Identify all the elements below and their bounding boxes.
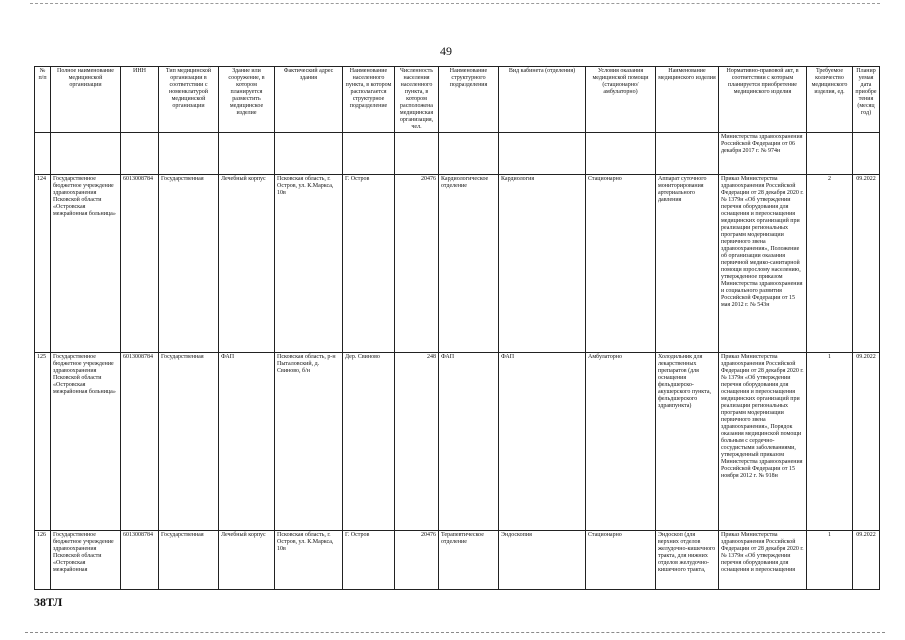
cabinet: Эндоскопия	[499, 531, 586, 590]
org-name: Государственное бюджетное учреждение здравоохранения Псковской области «Островская межрайонная больница»	[51, 353, 121, 531]
page-number: 49	[440, 44, 452, 58]
header-cell: Тип медицинской организации в соответствии с номенклатурой медицинской организации	[159, 67, 219, 133]
subdivision: ФАП	[439, 353, 499, 531]
header-cell: Нормативно-правовой акт, в соответствии с которым планируется приобретение медицинского изделия	[719, 67, 807, 133]
scan-edge-bottom	[25, 632, 885, 633]
table-header-row	[35, 67, 880, 133]
population: 248	[395, 353, 439, 531]
table-row	[35, 175, 880, 353]
subdivision: Терапевтическое отделение	[439, 531, 499, 590]
inn: 6013008784	[121, 531, 159, 590]
cabinet: ФАП	[499, 353, 586, 531]
header-cell: № п/п	[35, 67, 51, 133]
address: Псковская область, г. Остров, ул. К.Маркса, 10в	[275, 175, 343, 353]
header-cell: Фактический адрес здания	[275, 67, 343, 133]
locality: Г. Остров	[343, 531, 395, 590]
org-type: Государственная	[159, 353, 219, 531]
row-number: 126	[35, 531, 51, 590]
org-name: Государственное бюджетное учреждение здравоохранения Псковской области «Островская межрайонная	[51, 531, 121, 590]
header-cell: Полное наименование медицинской организации	[51, 67, 121, 133]
footer-code: 38ТЛ	[34, 595, 63, 609]
inn: 6013008784	[121, 175, 159, 353]
table-row-continuation	[35, 133, 880, 175]
header-cell: Здание или сооружение, в котором планируется разместить медицинское изделие	[219, 67, 275, 133]
locality: Г. Остров	[343, 175, 395, 353]
population: 20476	[395, 531, 439, 590]
device: Эндоскоп (для верхних отделов желудочно-кишечного тракта, для нижних отделов желудочно-кишечного тракта,	[656, 531, 719, 590]
header-cell: Наименование медицинского изделия	[656, 67, 719, 133]
header-cell: Условия оказания медицинской помощи (стационарно/ амбулаторно)	[586, 67, 656, 133]
device: Аппарат суточного мониторирования артериального давления	[656, 175, 719, 353]
quantity: 1	[807, 531, 853, 590]
header-cell: Наименование населенного пункта, в котором располагается структурное подразделение	[343, 67, 395, 133]
conditions: Амбулаторно	[586, 353, 656, 531]
table-row	[35, 531, 880, 590]
building: Лечебный корпус	[219, 175, 275, 353]
conditions: Стационарно	[586, 531, 656, 590]
inn: 6013008784	[121, 353, 159, 531]
locality: Дер. Свиново	[343, 353, 395, 531]
org-type: Государственная	[159, 531, 219, 590]
address: Псковская область, р-н Пыталовский, д. Свиново, б/н	[275, 353, 343, 531]
legal-act: Приказ Министерства здравоохранения Российской Федерации от 28 декабря 2020 г. № 1379н «Об утверждении перечня оборудования для оснащения и переоснащения медицинских организаций при реализации региональных программ модернизации первичного звена здравоохранения», Положение об организации оказания первичной медико-санитарной помощи взрослому населению, утвержденное приказом Министерства здравоохранения и социального развития Российской Федерации от 15 мая 2012 г. № 543н	[719, 175, 807, 353]
device: Холодильник для лекарственных препаратов (для оснащения фельдшерско-акушерского пункта, фельдшерского здравпункта)	[656, 353, 719, 531]
header-cell: Вид кабинета (отделения)	[499, 67, 586, 133]
header-cell: Наименование структурного подразделения	[439, 67, 499, 133]
equipment-table	[34, 66, 880, 590]
header-cell: Требуемое количество медицинского изделия, ед.	[807, 67, 853, 133]
subdivision: Кардиологическое отделение	[439, 175, 499, 353]
org-name: Государственное бюджетное учреждение здравоохранения Псковской области «Островская межрайонная больница»	[51, 175, 121, 353]
building: Лечебный корпус	[219, 531, 275, 590]
legal-act: Приказ Министерства здравоохранения Российской Федерации от 28 декабря 2020 г. № 1379н «Об утверждении перечня оборудования для оснащения и переоснащения	[719, 531, 807, 590]
table-row	[35, 353, 880, 531]
row-number: 124	[35, 175, 51, 353]
header-cell: Планируемая дата приобретения (месяц год)	[853, 67, 880, 133]
building: ФАП	[219, 353, 275, 531]
quantity: 2	[807, 175, 853, 353]
population: 20476	[395, 175, 439, 353]
purchase-date: 09.2022	[853, 175, 880, 353]
cabinet: Кардиология	[499, 175, 586, 353]
header-cell: ИНН	[121, 67, 159, 133]
scan-edge-top	[30, 3, 880, 4]
address: Псковская область, г. Остров, ул. К.Маркса, 10в	[275, 531, 343, 590]
header-cell: Численность населения населенного пункта, в котором расположена медицинская организация, чел.	[395, 67, 439, 133]
conditions: Стационарно	[586, 175, 656, 353]
continuation-cell: Министерства здравоохранения Российской Федерации от 06 декабря 2017 г. № 974н	[719, 133, 807, 175]
row-number: 125	[35, 353, 51, 531]
org-type: Государственная	[159, 175, 219, 353]
purchase-date: 09.2022	[853, 531, 880, 590]
quantity: 1	[807, 353, 853, 531]
legal-act: Приказ Министерства здравоохранения Российской Федерации от 28 декабря 2020 г. № 1379н «Об утверждении перечня оборудования для оснащения и переоснащения медицинских организаций при реализации региональных программ модернизации первичного звена здравоохранения», Порядок оказания медицинской помощи больным с сердечно-сосудистыми заболеваниями, утвержденный приказом Министерства здравоохранения Российской Федерации от 15 ноября 2012 г. № 918н	[719, 353, 807, 531]
purchase-date: 09.2022	[853, 353, 880, 531]
